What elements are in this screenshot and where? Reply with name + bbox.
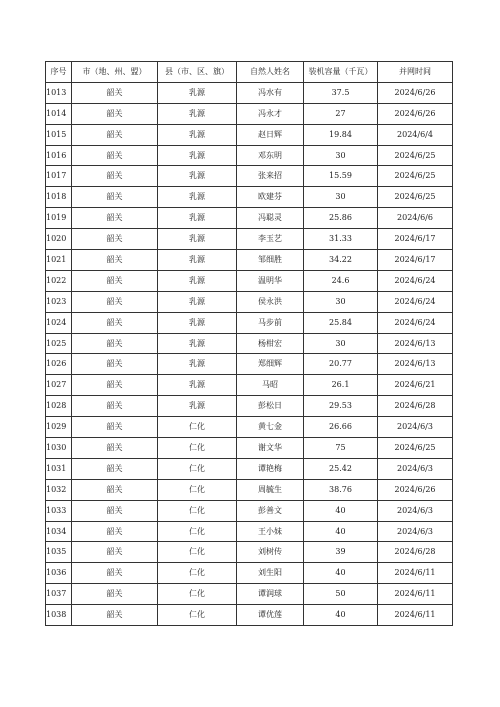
table-row (46, 396, 453, 417)
cell-person-name: 欧建芬 (237, 187, 304, 208)
cell-city: 韶关 (72, 124, 158, 145)
cell-city: 韶关 (72, 333, 158, 354)
cell-index: 1029 (46, 417, 72, 438)
cell-capacity: 31.33 (304, 229, 378, 250)
cell-person-name: 刘生阳 (237, 563, 304, 584)
cell-city: 韶关 (72, 542, 158, 563)
cell-person-name: 冯水有 (237, 82, 304, 103)
cell-capacity: 30 (304, 333, 378, 354)
cell-index: 1018 (46, 187, 72, 208)
cell-county: 仁化 (158, 521, 237, 542)
table-header-row (46, 62, 453, 83)
table-row (46, 542, 453, 563)
cell-city: 韶关 (72, 584, 158, 605)
cell-grid-date: 2024/6/17 (378, 229, 453, 250)
cell-capacity: 29.53 (304, 396, 378, 417)
cell-index: 1015 (46, 124, 72, 145)
cell-city: 韶关 (72, 605, 158, 626)
cell-city: 韶关 (72, 312, 158, 333)
cell-index: 1026 (46, 354, 72, 375)
cell-county: 乳源 (158, 187, 237, 208)
cell-county: 乳源 (158, 166, 237, 187)
cell-person-name: 杨柑宏 (237, 333, 304, 354)
cell-index: 1017 (46, 166, 72, 187)
cell-county: 仁化 (158, 479, 237, 500)
cell-county: 乳源 (158, 333, 237, 354)
cell-county: 乳源 (158, 291, 237, 312)
table-row (46, 417, 453, 438)
cell-index: 1036 (46, 563, 72, 584)
cell-city: 韶关 (72, 354, 158, 375)
table-row (46, 354, 453, 375)
cell-city: 韶关 (72, 375, 158, 396)
cell-capacity: 40 (304, 521, 378, 542)
cell-person-name: 谢文华 (237, 438, 304, 459)
cell-index: 1030 (46, 438, 72, 459)
cell-city: 韶关 (72, 396, 158, 417)
cell-county: 乳源 (158, 208, 237, 229)
table-row (46, 500, 453, 521)
grid-connection-table (45, 61, 453, 626)
cell-county: 乳源 (158, 145, 237, 166)
cell-county: 乳源 (158, 270, 237, 291)
table-row (46, 479, 453, 500)
header-cell-index: 序号 (46, 62, 72, 83)
cell-person-name: 黄七金 (237, 417, 304, 438)
cell-city: 韶关 (72, 208, 158, 229)
cell-person-name: 马步前 (237, 312, 304, 333)
cell-capacity: 26.66 (304, 417, 378, 438)
cell-person-name: 邓东明 (237, 145, 304, 166)
cell-grid-date: 2024/6/21 (378, 375, 453, 396)
cell-county: 仁化 (158, 417, 237, 438)
table-row (46, 458, 453, 479)
table-row (46, 166, 453, 187)
table-row (46, 312, 453, 333)
cell-capacity: 30 (304, 291, 378, 312)
cell-grid-date: 2024/6/26 (378, 82, 453, 103)
cell-county: 乳源 (158, 82, 237, 103)
table-body (46, 82, 453, 625)
cell-grid-date: 2024/6/25 (378, 438, 453, 459)
cell-index: 1022 (46, 270, 72, 291)
cell-index: 1037 (46, 584, 72, 605)
cell-grid-date: 2024/6/6 (378, 208, 453, 229)
cell-grid-date: 2024/6/3 (378, 417, 453, 438)
cell-person-name: 温明华 (237, 270, 304, 291)
cell-index: 1023 (46, 291, 72, 312)
cell-person-name: 冯聪灵 (237, 208, 304, 229)
cell-index: 1034 (46, 521, 72, 542)
cell-index: 1032 (46, 479, 72, 500)
cell-city: 韶关 (72, 521, 158, 542)
cell-capacity: 50 (304, 584, 378, 605)
cell-city: 韶关 (72, 500, 158, 521)
cell-county: 仁化 (158, 584, 237, 605)
cell-index: 1025 (46, 333, 72, 354)
cell-index: 1028 (46, 396, 72, 417)
table-row (46, 605, 453, 626)
cell-county: 仁化 (158, 500, 237, 521)
table-row (46, 124, 453, 145)
cell-capacity: 40 (304, 563, 378, 584)
cell-capacity: 25.86 (304, 208, 378, 229)
cell-grid-date: 2024/6/4 (378, 124, 453, 145)
cell-person-name: 谭艳梅 (237, 458, 304, 479)
cell-capacity: 19.84 (304, 124, 378, 145)
cell-index: 1020 (46, 229, 72, 250)
cell-grid-date: 2024/6/24 (378, 270, 453, 291)
cell-grid-date: 2024/6/11 (378, 605, 453, 626)
cell-capacity: 25.42 (304, 458, 378, 479)
cell-grid-date: 2024/6/24 (378, 312, 453, 333)
cell-person-name: 郑细辉 (237, 354, 304, 375)
cell-county: 乳源 (158, 312, 237, 333)
cell-capacity: 30 (304, 145, 378, 166)
cell-grid-date: 2024/6/11 (378, 563, 453, 584)
cell-grid-date: 2024/6/24 (378, 291, 453, 312)
cell-capacity: 27 (304, 103, 378, 124)
cell-county: 仁化 (158, 542, 237, 563)
table-row (46, 584, 453, 605)
cell-person-name: 王小妹 (237, 521, 304, 542)
cell-grid-date: 2024/6/25 (378, 145, 453, 166)
table-row (46, 375, 453, 396)
cell-index: 1014 (46, 103, 72, 124)
table-row (46, 438, 453, 459)
cell-city: 韶关 (72, 166, 158, 187)
header-cell-name: 自然人姓名 (237, 62, 304, 83)
header-cell-capacity: 装机容量（千瓦） (304, 62, 378, 83)
cell-city: 韶关 (72, 250, 158, 271)
cell-grid-date: 2024/6/3 (378, 458, 453, 479)
cell-grid-date: 2024/6/3 (378, 521, 453, 542)
cell-person-name: 彭松日 (237, 396, 304, 417)
cell-county: 乳源 (158, 375, 237, 396)
cell-grid-date: 2024/6/17 (378, 250, 453, 271)
header-cell-date: 并网时间 (378, 62, 453, 83)
cell-city: 韶关 (72, 291, 158, 312)
table-row (46, 187, 453, 208)
cell-county: 仁化 (158, 605, 237, 626)
cell-index: 1019 (46, 208, 72, 229)
cell-capacity: 25.84 (304, 312, 378, 333)
cell-capacity: 34.22 (304, 250, 378, 271)
cell-county: 乳源 (158, 354, 237, 375)
cell-index: 1024 (46, 312, 72, 333)
cell-grid-date: 2024/6/28 (378, 542, 453, 563)
cell-city: 韶关 (72, 229, 158, 250)
cell-city: 韶关 (72, 103, 158, 124)
header-cell-city: 市（地、州、盟） (72, 62, 158, 83)
cell-capacity: 38.76 (304, 479, 378, 500)
cell-city: 韶关 (72, 458, 158, 479)
cell-capacity: 40 (304, 500, 378, 521)
table-row (46, 82, 453, 103)
cell-city: 韶关 (72, 479, 158, 500)
table-row (46, 291, 453, 312)
cell-person-name: 冯永才 (237, 103, 304, 124)
cell-grid-date: 2024/6/11 (378, 584, 453, 605)
cell-capacity: 24.6 (304, 270, 378, 291)
cell-city: 韶关 (72, 417, 158, 438)
cell-index: 1027 (46, 375, 72, 396)
cell-index: 1031 (46, 458, 72, 479)
cell-capacity: 75 (304, 438, 378, 459)
cell-grid-date: 2024/6/3 (378, 500, 453, 521)
cell-city: 韶关 (72, 82, 158, 103)
cell-county: 乳源 (158, 229, 237, 250)
cell-index: 1038 (46, 605, 72, 626)
cell-person-name: 邹细胜 (237, 250, 304, 271)
cell-index: 1033 (46, 500, 72, 521)
cell-county: 仁化 (158, 458, 237, 479)
table-row (46, 208, 453, 229)
cell-city: 韶关 (72, 270, 158, 291)
cell-capacity: 26.1 (304, 375, 378, 396)
table-row (46, 145, 453, 166)
cell-capacity: 20.77 (304, 354, 378, 375)
cell-person-name: 刘树传 (237, 542, 304, 563)
cell-person-name: 周毓生 (237, 479, 304, 500)
cell-person-name: 张来招 (237, 166, 304, 187)
cell-city: 韶关 (72, 145, 158, 166)
cell-county: 乳源 (158, 250, 237, 271)
cell-capacity: 37.5 (304, 82, 378, 103)
cell-county: 仁化 (158, 563, 237, 584)
cell-person-name: 赵日辉 (237, 124, 304, 145)
cell-person-name: 马昭 (237, 375, 304, 396)
table-row (46, 563, 453, 584)
cell-grid-date: 2024/6/13 (378, 354, 453, 375)
table-row (46, 229, 453, 250)
cell-capacity: 15.59 (304, 166, 378, 187)
cell-grid-date: 2024/6/25 (378, 187, 453, 208)
cell-person-name: 谭优莲 (237, 605, 304, 626)
cell-grid-date: 2024/6/26 (378, 479, 453, 500)
header-cell-county: 县（市、区、旗） (158, 62, 237, 83)
cell-grid-date: 2024/6/26 (378, 103, 453, 124)
cell-person-name: 彭善文 (237, 500, 304, 521)
cell-index: 1013 (46, 82, 72, 103)
cell-grid-date: 2024/6/25 (378, 166, 453, 187)
cell-capacity: 40 (304, 605, 378, 626)
cell-index: 1035 (46, 542, 72, 563)
cell-person-name: 侯永洪 (237, 291, 304, 312)
cell-grid-date: 2024/6/28 (378, 396, 453, 417)
cell-city: 韶关 (72, 187, 158, 208)
table-row (46, 103, 453, 124)
table-row (46, 521, 453, 542)
cell-capacity: 30 (304, 187, 378, 208)
cell-capacity: 39 (304, 542, 378, 563)
table-row (46, 250, 453, 271)
cell-county: 仁化 (158, 438, 237, 459)
cell-county: 乳源 (158, 124, 237, 145)
table-row (46, 270, 453, 291)
cell-person-name: 李玉艺 (237, 229, 304, 250)
cell-city: 韶关 (72, 438, 158, 459)
cell-grid-date: 2024/6/13 (378, 333, 453, 354)
cell-city: 韶关 (72, 563, 158, 584)
cell-index: 1016 (46, 145, 72, 166)
cell-county: 乳源 (158, 396, 237, 417)
cell-person-name: 谭润球 (237, 584, 304, 605)
cell-index: 1021 (46, 250, 72, 271)
cell-county: 乳源 (158, 103, 237, 124)
table-row (46, 333, 453, 354)
